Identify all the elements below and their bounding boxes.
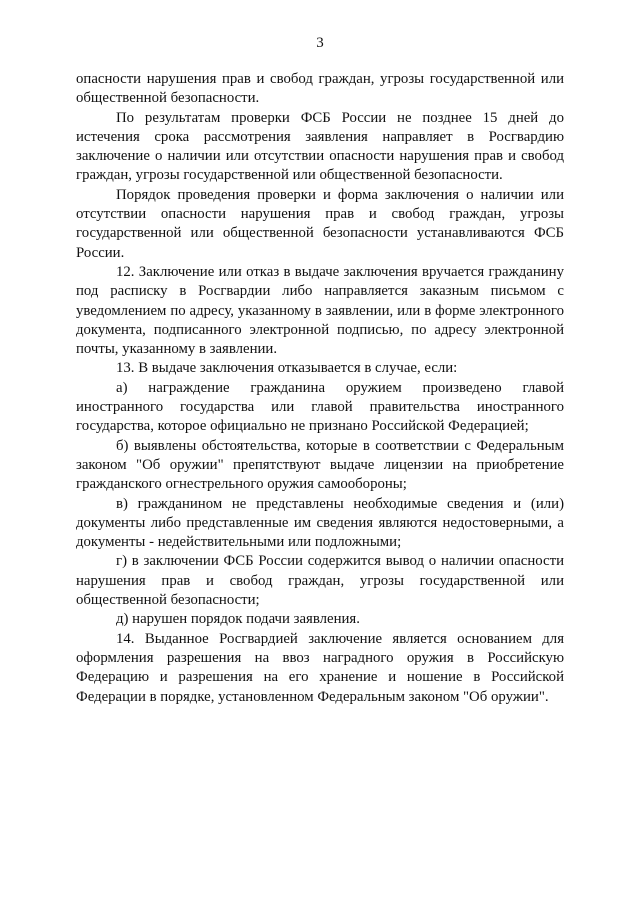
page-number: 3 — [316, 35, 324, 51]
paragraph-item-13-b: б) выявлены обстоятельства, которые в соответствии с Федеральным законом "Об оружии" препятствуют выдаче лицензии на приобретение гражданского огнестрельного оружия самообороны; — [76, 437, 564, 493]
paragraph-item-13-a: а) награждение гражданина оружием произведено главой иностранного государства или главой правительства иностранного государства, которое официально не признано Российской Федерацией; — [76, 379, 564, 435]
paragraph-fsb-check-results: По результатам проверки ФСБ России не позднее 15 дней до истечения срока рассмотрения заявления направляет в Росгвардию заключение о наличии или отсутствии опасности нарушения прав и свобод граждан, угрозы государственной или общественной безопасности. — [76, 109, 564, 184]
paragraph-item-13: 13. В выдаче заключения отказывается в случае, если: — [116, 360, 458, 377]
paragraph-item-13-d: д) нарушен порядок подачи заявления. — [116, 611, 360, 628]
paragraph-item-13-g: г) в заключении ФСБ России содержится вывод о наличии опасности нарушения прав и свобод граждан, угрозы государственной или общественной безопасности; — [76, 553, 564, 609]
paragraph-item-14: 14. Выданное Росгвардией заключение является основанием для оформления разрешения на ввоз наградного оружия в Российскую Федерацию и разрешения на его хранение и ношение в Российской Федерации в порядке, установленном Федеральным законом "Об оружии". — [76, 630, 564, 705]
paragraph-continuation: опасности нарушения прав и свобод граждан, угрозы государственной или общественной безопасности. — [76, 71, 564, 107]
paragraph-check-procedure: Порядок проведения проверки и форма заключения о наличии или отсутствии опасности нарушения прав и свобод граждан, угрозы государственной или общественной безопасности устанавливаются ФСБ России. — [76, 186, 564, 261]
paragraph-item-13-v: в) гражданином не представлены необходимые сведения и (или) документы либо представленные им сведения являются недостоверными, а документы - недействительными или подложными; — [76, 495, 564, 551]
document-body — [76, 70, 564, 707]
paragraph-item-12: 12. Заключение или отказ в выдаче заключения вручается гражданину под расписку в Росгвардии либо направляется заказным письмом с уведомлением по адресу, указанному в заявлении, или в форме электронного документа, подписанного электронной подписью, по адресу электронной почты, указанному в заявлении. — [76, 263, 564, 358]
